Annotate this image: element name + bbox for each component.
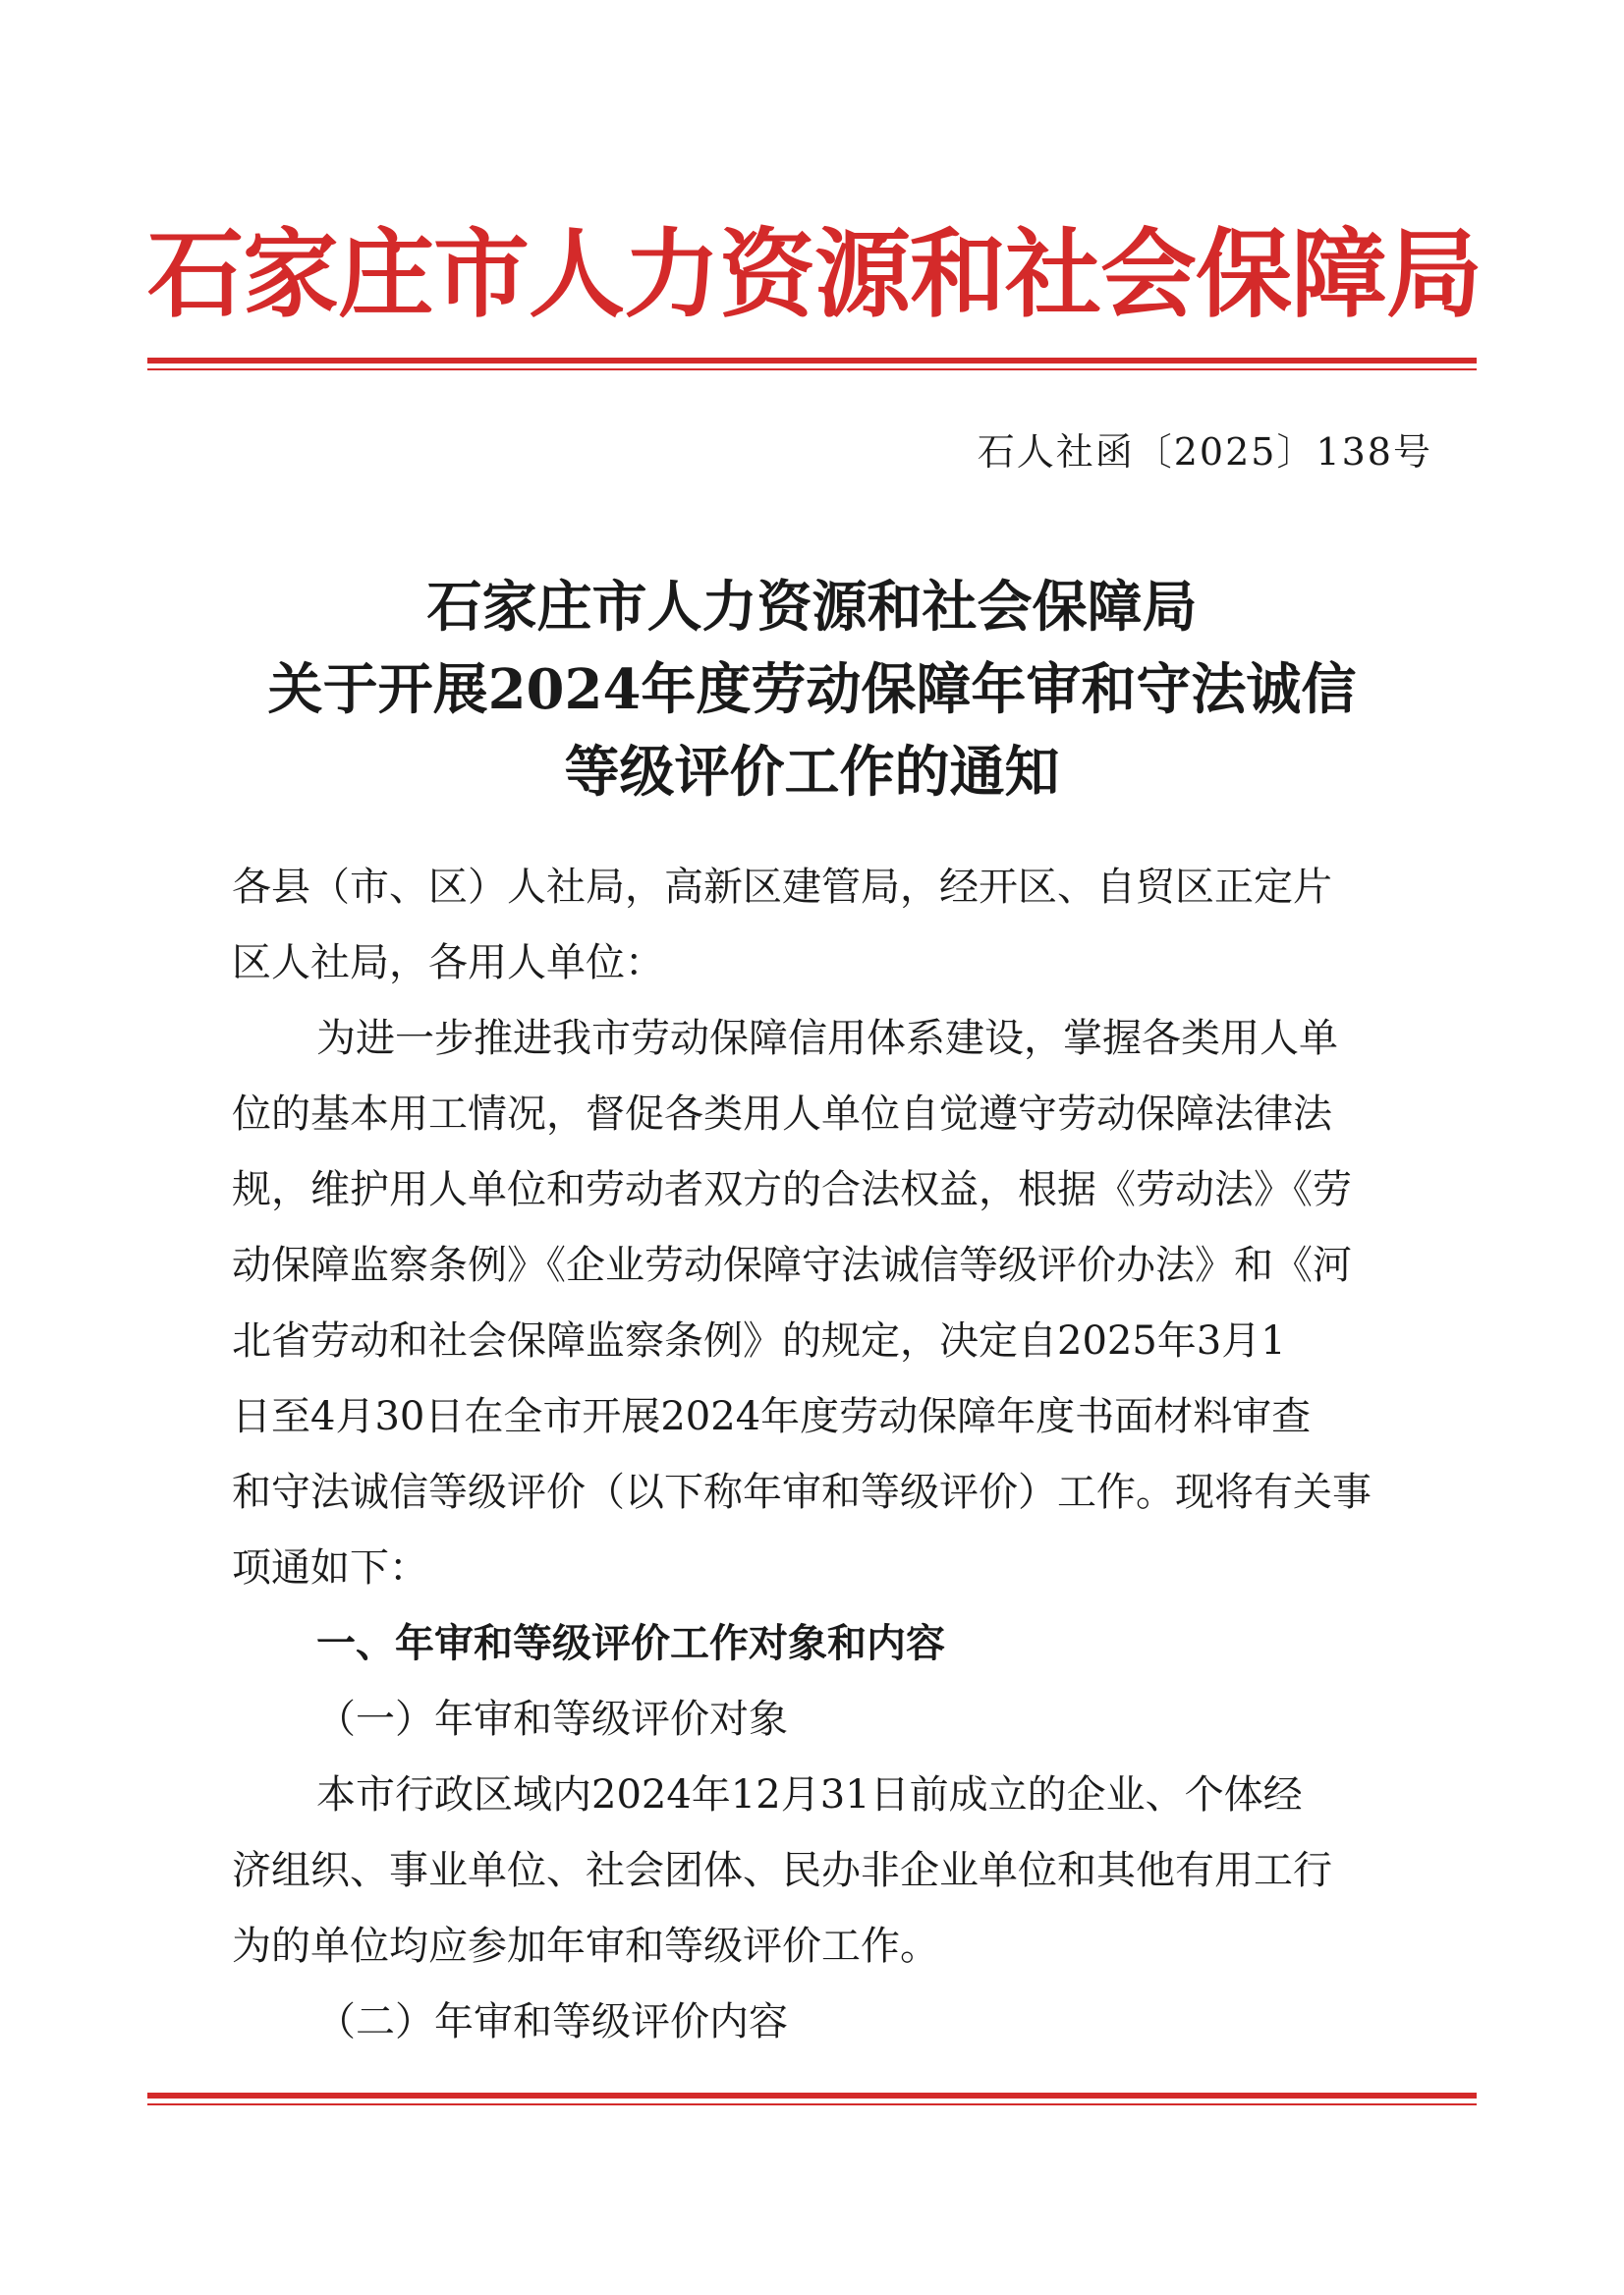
letterhead-rule-thin [147,368,1477,370]
body-paragraph-line: 规，维护用人单位和劳动者双方的合法权益，根据《劳动法》《劳 [232,1167,1352,1212]
body-paragraph-line: 项通如下： [232,1545,428,1591]
body-paragraph-line: 为进一步推进我市劳动保障信用体系建设，掌握各类用人单 [316,1016,1338,1061]
letterhead-org-name: 石家庄市人力资源和社会保障局 [147,218,1483,331]
addressee-line-1: 各县（市、区）人社局，高新区建管局，经开区、自贸区正定片 [232,865,1332,910]
body-paragraph-line: 本市行政区域内2024年12月31日前成立的企业、个体经 [316,1772,1303,1818]
body-paragraph-line: 动保障监察条例》《企业劳动保障守法诚信等级评价办法》和《河 [232,1243,1352,1288]
addressee-line-2: 区人社局，各用人单位： [232,940,664,985]
body-paragraph-line: 日至4月30日在全市开展2024年度劳动保障年度书面材料审查 [232,1394,1312,1439]
footer-rule-thin [147,2103,1477,2105]
section-heading-1: 一、年审和等级评价工作对象和内容 [316,1620,945,1666]
footer-rule-thick [147,2093,1477,2099]
body-paragraph-line: 为的单位均应参加年审和等级评价工作。 [232,1924,939,1969]
subsection-heading-1: （一）年审和等级评价对象 [316,1697,788,1742]
subsection-heading-2: （二）年审和等级评价内容 [316,1999,788,2044]
document-title-line-2: 关于开展2024年度劳动保障年审和守法诚信 [267,657,1357,722]
document-number: 石人社函〔2025〕138号 [977,430,1432,474]
body-paragraph-line: 和守法诚信等级评价（以下称年审和等级评价）工作。现将有关事 [232,1470,1372,1515]
body-paragraph-line: 济组织、事业单位、社会团体、民办非企业单位和其他有用工行 [232,1848,1332,1893]
document-title-line-3: 等级评价工作的通知 [564,740,1060,805]
body-paragraph-line: 北省劳动和社会保障监察条例》的规定，决定自2025年3月1 [232,1318,1286,1364]
document-title-line-1: 石家庄市人力资源和社会保障局 [426,575,1198,640]
body-paragraph-line: 位的基本用工情况，督促各类用人单位自觉遵守劳动保障法律法 [232,1092,1332,1137]
letterhead-rule-thick [147,358,1477,364]
